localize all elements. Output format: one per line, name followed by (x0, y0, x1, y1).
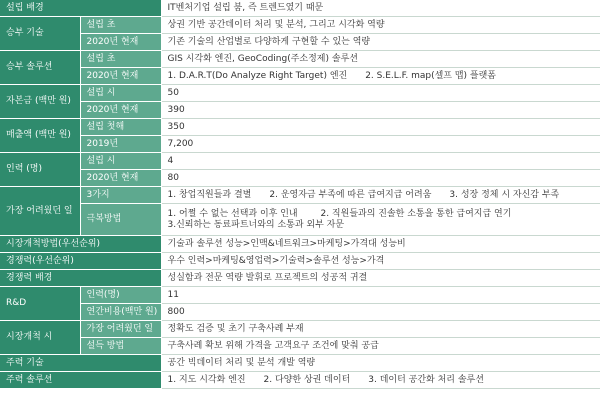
row-label: 경쟁력(우선순위) (0, 253, 161, 270)
sub-label: 설립 초 (80, 17, 161, 34)
table-row (0, 136, 600, 153)
row-label: 시장개척 시 (0, 321, 80, 355)
value-line: 1. 어쩔 수 없는 선택과 이후 인내 2. 직원들과의 진솔한 소통을 통한 급여지급 연기 (167, 208, 512, 219)
row-label: 주력 기술 (0, 355, 161, 372)
table-row (0, 68, 600, 85)
table-row (0, 204, 600, 236)
value-part: 2. 다양한 상권 데이터 (263, 374, 351, 385)
value-part: 3. 성장 정체 시 자신감 부족 (449, 189, 560, 200)
value-part: 1. 창업직원들과 결별 (167, 189, 252, 200)
sub-label: 극복방법 (80, 204, 161, 236)
row-value: 11 (161, 287, 600, 304)
sub-label: 2020년 현재 (80, 34, 161, 51)
sub-label: 설립 시 (80, 153, 161, 170)
sub-label: 설득 방법 (80, 338, 161, 355)
table-row (0, 270, 600, 287)
row-value (161, 372, 600, 389)
row-value: 390 (161, 102, 600, 119)
sub-label: 2020년 현재 (80, 102, 161, 119)
sub-label: 설립 첫해 (80, 119, 161, 136)
sub-label: 설립 시 (80, 85, 161, 102)
table-row (0, 51, 600, 68)
row-value: 구축사례 확보 위해 가격을 고객요구 조건에 맞춰 공급 (161, 338, 600, 355)
row-value: 4 (161, 153, 600, 170)
value-part: 3. 데이터 공간화 처리 솔루션 (368, 374, 484, 385)
sub-label: 인력(명) (80, 287, 161, 304)
sub-label: 설립 초 (80, 51, 161, 68)
table-row (0, 153, 600, 170)
row-value: 정확도 검증 및 초기 구축사례 부재 (161, 321, 600, 338)
table-row (0, 338, 600, 355)
row-value (161, 187, 600, 204)
row-value: 상권 기반 공간데이터 처리 및 분석, 그리고 시각화 역량 (161, 17, 600, 34)
row-label: 가장 어려웠던 일 (0, 187, 80, 236)
value-line: 3.신뢰하는 동료파트너와의 소통과 외부 자문 (167, 219, 345, 230)
table-row (0, 321, 600, 338)
row-label: 설립 배경 (0, 0, 161, 17)
table-row (0, 372, 600, 389)
row-value: 공간 빅데이터 처리 및 분석 개발 역량 (161, 355, 600, 372)
table-row (0, 304, 600, 321)
row-value (161, 204, 600, 236)
row-value (161, 68, 600, 85)
row-label: 시장개척방법(우선순위) (0, 236, 161, 253)
row-value: 50 (161, 85, 600, 102)
row-label: 자본금 (백만 원) (0, 85, 80, 119)
table-row (0, 187, 600, 204)
sub-label: 가장 어려웠던 일 (80, 321, 161, 338)
table-row (0, 236, 600, 253)
row-value: 성실함과 전문 역량 발휘로 프로젝트의 성공적 귀결 (161, 270, 600, 287)
table-row (0, 34, 600, 51)
sub-label: 연간비용(백만 원) (80, 304, 161, 321)
value-part: 1. 지도 시각화 엔진 (167, 374, 246, 385)
row-label: 승부 기술 (0, 17, 80, 51)
row-label: 매출액 (백만 원) (0, 119, 80, 153)
row-value: 7,200 (161, 136, 600, 153)
sub-label: 2020년 현재 (80, 68, 161, 85)
table-row (0, 170, 600, 187)
table-row (0, 17, 600, 34)
table-row (0, 253, 600, 270)
row-value: 350 (161, 119, 600, 136)
sub-label: 2019년 (80, 136, 161, 153)
value-part: 2. S.E.L.F. map(셀프 맵) 플랫폼 (365, 70, 497, 81)
row-value: IT벤처기업 설립 붐, 즉 트렌드였기 때문 (161, 0, 600, 17)
row-value: GIS 시각화 엔진, GeoCoding(주소정제) 솔루션 (161, 51, 600, 68)
row-value: 800 (161, 304, 600, 321)
row-value: 기술과 솔루션 성능>인맥&네트워크>마케팅>가격대 성능비 (161, 236, 600, 253)
sub-label: 3가지 (80, 187, 161, 204)
row-label: 인력 (명) (0, 153, 80, 187)
row-value: 우수 인력>마케팅&영업력>기술력>솔루션 성능>가격 (161, 253, 600, 270)
row-label: 승부 솔루션 (0, 51, 80, 85)
row-label: 경쟁력 배경 (0, 270, 161, 287)
value-part: 2. 운영자금 부족에 따른 급여지급 어려움 (269, 189, 432, 200)
value-part: 1. D.A.R.T(Do Analyze Right Target) 엔진 (167, 70, 348, 81)
row-value: 기존 기술의 산업별로 다양하게 구현할 수 있는 역량 (161, 34, 600, 51)
sub-label: 2020년 현재 (80, 170, 161, 187)
row-label: 주력 솔루션 (0, 372, 161, 389)
table-row (0, 0, 600, 17)
table-row (0, 102, 600, 119)
table-row (0, 287, 600, 304)
table-row (0, 85, 600, 102)
table-row (0, 355, 600, 372)
table-row (0, 119, 600, 136)
row-label: R&D (0, 287, 80, 321)
row-value: 80 (161, 170, 600, 187)
